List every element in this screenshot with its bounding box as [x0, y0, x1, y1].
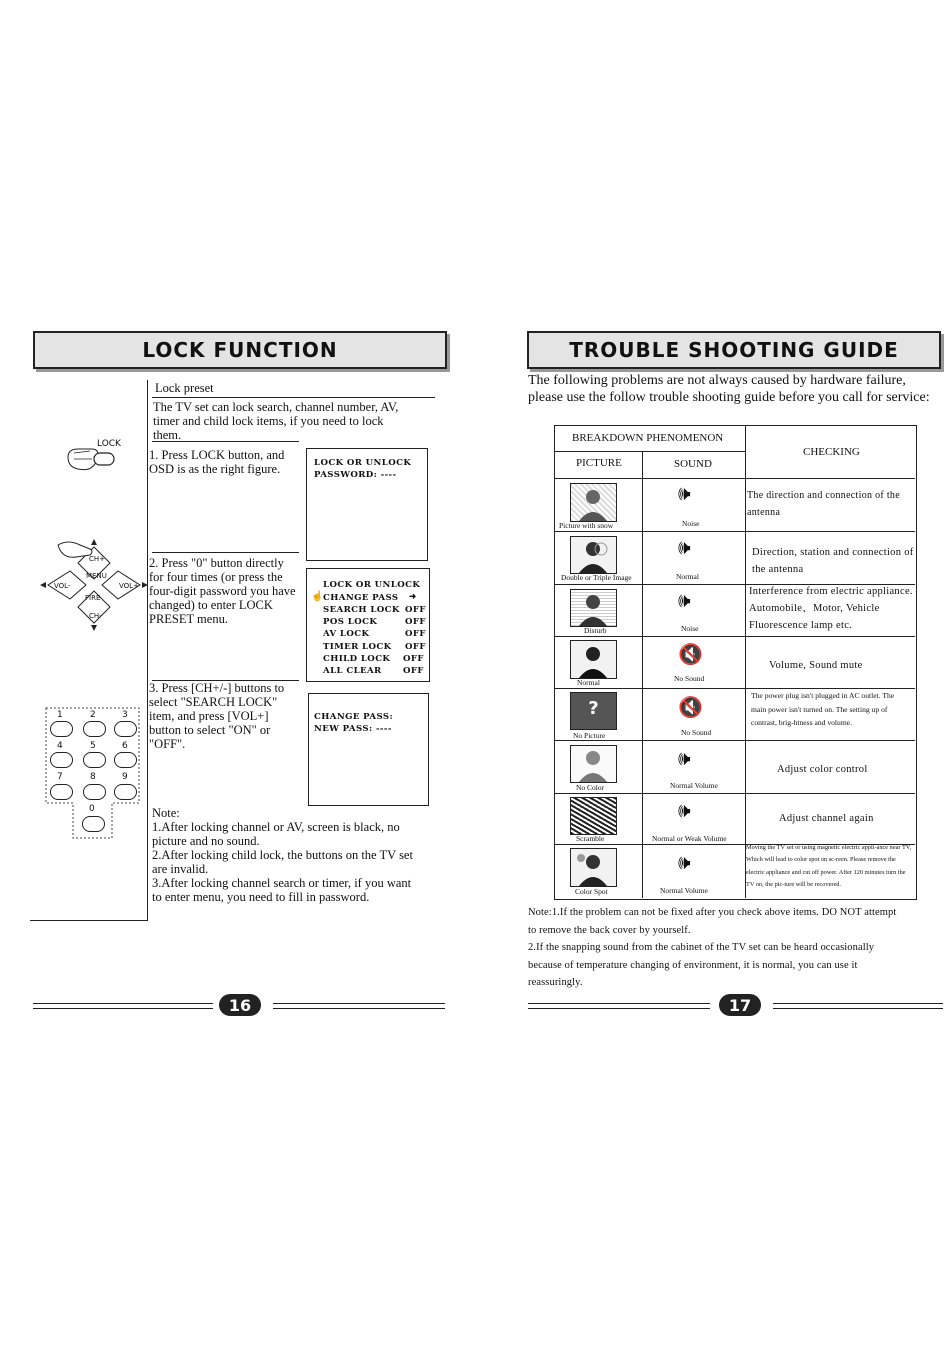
- osd-lock-menu: [306, 568, 430, 682]
- digit-label: 4: [57, 741, 63, 751]
- osd-item-label: ALL CLEAR: [323, 666, 382, 676]
- table-line: [554, 531, 915, 532]
- fire-label: FIRE: [85, 594, 101, 602]
- menu-label: MENU: [86, 572, 107, 580]
- osd-item-value: OFF: [403, 666, 424, 676]
- header-checking: CHECKING: [803, 446, 860, 458]
- sound-caption: Normal Volume: [660, 886, 708, 895]
- speaker-noise-icon: 🕪: [678, 590, 691, 612]
- picture-caption: Disturb: [584, 626, 607, 635]
- checking-text: Volume, Sound mute: [769, 660, 863, 671]
- hand-cursor-icon: ☝: [311, 591, 324, 602]
- vol-plus-label: VOL+: [119, 582, 139, 590]
- sound-caption: Noise: [681, 624, 699, 633]
- note-text: Note:1.If the problem can not be fixed after you check above items. DO NOT attempt to remove the back cover by yourself. 2.If the snapping sound from the cabinet of the TV set can be heard occasionally because of temperature changing of environment, it is normal, you can use it reassuringly.: [528, 907, 897, 988]
- digit-label: 1: [57, 710, 63, 720]
- footer-rule: [273, 1003, 445, 1009]
- footer-rule: [33, 1003, 213, 1009]
- ch-plus-label: CH+: [89, 555, 106, 563]
- divider: [152, 397, 435, 398]
- intro-text: The TV set can lock search, channel number, AV, timer and child lock items, if you need to lock them.: [153, 400, 399, 442]
- sound-caption: No Sound: [674, 674, 705, 683]
- picture-caption: No Picture: [573, 731, 606, 740]
- osd-item-label: CHILD LOCK: [323, 654, 391, 664]
- tv-disturb-picture: [570, 589, 617, 627]
- osd-item-label: AV LOCK: [323, 629, 370, 639]
- osd-item-label: POS LOCK: [323, 617, 378, 627]
- person-icon: [571, 641, 616, 678]
- arrow-right-icon: ➜: [409, 592, 417, 602]
- left-bottom-line: [30, 920, 148, 921]
- lock-button-label: LOCK: [97, 439, 121, 449]
- divider: [152, 552, 299, 553]
- page-title-lock-function: LOCK FUNCTION: [33, 331, 447, 369]
- digit-label: 2: [90, 710, 96, 720]
- table-line: [554, 636, 915, 637]
- checking-text: The direction and connection of the antenna: [747, 490, 900, 518]
- checking-text: Interference from electric appliance. Automobile、Motor, Vehicle Fluorescence lamp etc.: [749, 586, 913, 631]
- header-sound: SOUND: [674, 458, 712, 470]
- speaker-normal-icon: 🕪: [678, 800, 691, 822]
- tv-no-color-picture: [570, 745, 617, 783]
- osd-item-value: OFF: [403, 654, 424, 664]
- sound-caption: Normal Volume: [670, 781, 718, 790]
- picture-caption: No Color: [576, 783, 605, 792]
- sound-caption: No Sound: [681, 728, 712, 737]
- header-picture: PICTURE: [576, 457, 622, 469]
- intro-text: The following problems are not always caused by hardware failure, please use the follow trouble shooting guide before you call for service:: [528, 373, 930, 405]
- vol-minus-label: VOL-: [54, 582, 71, 590]
- osd-menu-title: LOCK OR UNLOCK: [323, 580, 421, 590]
- digit-label: 9: [122, 772, 128, 782]
- page-title-trouble-shooting: TROUBLE SHOOTING GUIDE: [527, 331, 941, 369]
- question-mark-icon: ?: [588, 698, 599, 719]
- digit-key-4[interactable]: [50, 752, 73, 768]
- osd-line: CHANGE PASS:: [314, 712, 394, 722]
- note-text: Note: 1.After locking channel or AV, screen is black, no picture and no sound. 2.After locking child lock, the buttons on the TV set are invalid. 3.After locking channel search or timer, if you want to enter menu, you need to fill in password.: [152, 806, 413, 904]
- left-frame-line: [147, 380, 148, 920]
- sound-caption: Noise: [682, 519, 700, 528]
- osd-item-label: SEARCH LOCK: [323, 605, 400, 615]
- checking-text: Adjust channel again: [779, 813, 874, 824]
- speaker-mute-icon: 🔇: [678, 644, 703, 666]
- digit-label: 5: [90, 741, 96, 751]
- digit-key-9[interactable]: [114, 784, 137, 800]
- digit-label: 7: [57, 772, 63, 782]
- osd-change-pass: [308, 693, 429, 806]
- osd-item-value: OFF: [405, 605, 426, 615]
- tv-double-image-picture: [570, 536, 617, 574]
- osd-line: PASSWORD: ----: [314, 470, 397, 480]
- checking-text: Direction, station and connection of the antenna: [752, 547, 914, 575]
- osd-item-value: OFF: [405, 617, 426, 627]
- digit-label: 8: [90, 772, 96, 782]
- digit-label: 6: [122, 741, 128, 751]
- person-icon: [571, 746, 616, 782]
- table-line: [642, 451, 643, 898]
- page-number: 17: [719, 994, 761, 1016]
- footer-rule: [773, 1003, 943, 1009]
- tv-normal-picture: [570, 640, 617, 679]
- osd-password-screen: [306, 448, 428, 561]
- tv-snow-picture: [570, 483, 617, 522]
- sound-caption: Normal: [676, 572, 699, 581]
- picture-caption: Normal: [577, 678, 600, 687]
- table-line: [745, 425, 746, 898]
- page-number: 16: [219, 994, 261, 1016]
- osd-line: NEW PASS: ----: [314, 724, 392, 734]
- tv-color-spot-picture: [570, 848, 617, 887]
- osd-item-label: CHANGE PASS: [323, 593, 399, 603]
- person-icon: [571, 484, 616, 521]
- digit-key-7[interactable]: [50, 784, 73, 800]
- speaker-normal-icon: 🕪: [678, 537, 691, 559]
- footer-rule: [528, 1003, 710, 1009]
- table-line: [554, 740, 915, 741]
- picture-caption: Color Spot: [575, 887, 608, 896]
- picture-caption: Picture with snow: [559, 521, 614, 530]
- tv-scramble-picture: [570, 797, 617, 835]
- person-icon: [571, 537, 616, 573]
- digit-key-5[interactable]: [83, 752, 106, 768]
- checking-text: The power plug isn't plugged in AC outlet. The main power isn't turned on. The setting up of contrast, brig-htness and volume.: [751, 691, 895, 727]
- ch-minus-label: CH-: [89, 612, 102, 620]
- speaker-normal-icon: 🕪: [678, 852, 691, 874]
- speaker-noise-icon: 🕪: [678, 483, 691, 505]
- checking-text: Adjust color control: [777, 764, 868, 775]
- checking-text: Moving the TV set or using magnetic electric appli-ance near TV, Which will lead to color spot on sc-reen. Please remove the electric appliance and cut off power. After 120 minutes turn the TV on, the pic-ture will be recovered.: [746, 844, 912, 888]
- digit-key-2[interactable]: [83, 721, 106, 737]
- table-line: [554, 478, 915, 479]
- person-icon: [571, 849, 616, 886]
- osd-item-value: OFF: [405, 642, 426, 652]
- speaker-mute-icon: 🔇: [678, 697, 703, 719]
- digit-label: 3: [122, 710, 128, 720]
- osd-line: LOCK OR UNLOCK: [314, 458, 412, 468]
- speaker-normal-icon: 🕪: [678, 748, 691, 770]
- digit-key-6[interactable]: [114, 752, 137, 768]
- osd-item-value: OFF: [405, 629, 426, 639]
- table-line: [554, 793, 915, 794]
- step-3-text: 3. Press [CH+/-] buttons to select "SEARCH LOCK" item, and press [VOL+] button to select "ON" or "OFF".: [149, 681, 285, 751]
- osd-item-label: TIMER LOCK: [323, 642, 392, 652]
- table-line: [554, 451, 745, 452]
- digit-key-0[interactable]: [82, 816, 105, 832]
- digit-key-1[interactable]: [50, 721, 73, 737]
- sound-caption: Normal or Weak Volume: [652, 834, 727, 843]
- section-heading: Lock preset: [155, 381, 214, 395]
- person-icon: [571, 590, 616, 626]
- digit-label: 0: [89, 804, 95, 814]
- step-1-text: 1. Press LOCK button, and OSD is as the right figure.: [149, 448, 285, 476]
- divider: [152, 441, 299, 442]
- tv-no-picture: [570, 692, 617, 730]
- header-breakdown: BREAKDOWN PHENOMENON: [572, 432, 724, 444]
- step-2-text: 2. Press "0" button directly for four times (or press the four-digit password you have changed) to enter LOCK PRESET menu.: [149, 556, 296, 626]
- picture-caption: Double or Triple Image: [561, 573, 632, 582]
- digit-key-3[interactable]: [114, 721, 137, 737]
- digit-key-8[interactable]: [83, 784, 106, 800]
- picture-caption: Scramble: [576, 834, 605, 843]
